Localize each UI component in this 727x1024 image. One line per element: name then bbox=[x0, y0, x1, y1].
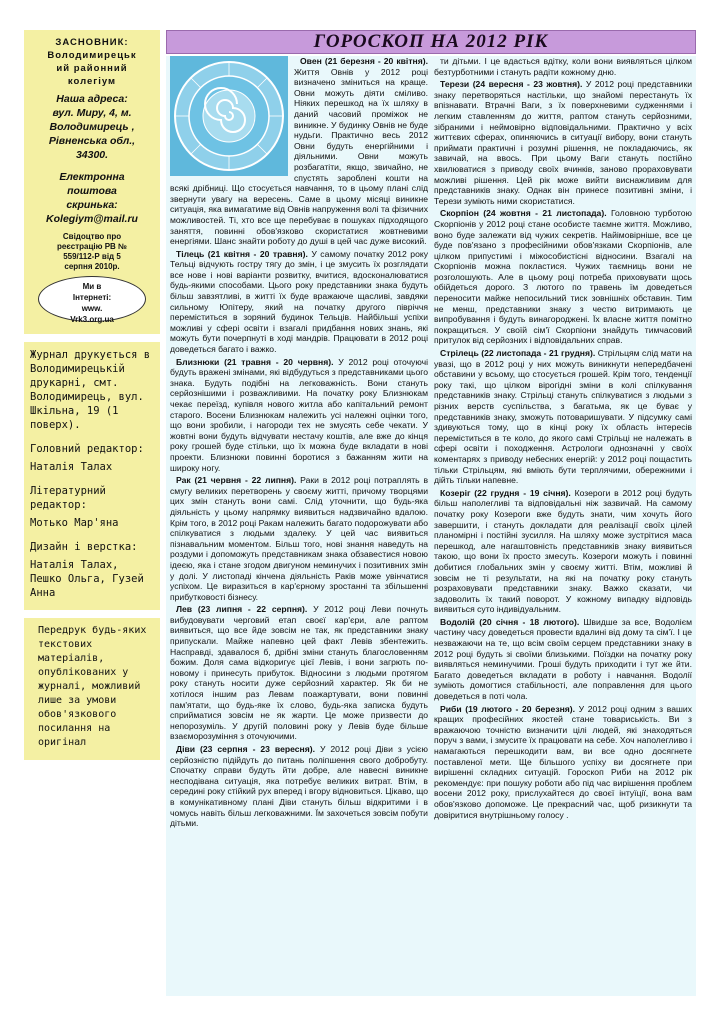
sign-text: ти дітьми. І це вдасться вдітку, коли вони виявляться цілком безтурботними і стануть радіти кожному дню. bbox=[434, 56, 692, 77]
horoscope-paragraph bbox=[434, 704, 692, 821]
sign-text: Козероги в 2012 році будуть більш наполегливі та відповідальні ніж зазвичай. На самому початку року Козероги вже будуть знати, чим хочуть його завершити, і стануть докладати для реалізації своїх цілей планомірні і постійні зусилля. На шляху може зустрітися маса перешкод, але нагаштовність представників знаку виявиться такою, що вони їх просто змесуть. Козероги можуть і повинні добитися глобальних змін у своєму житті. Втім, можливі й зовсім не ті результати, на які на початку року стануть розраховувати представники знаку. Важко сказати, чи задоволить їх такий поворот. У кожному випадку відповідь виявиться суто індивідуальним. bbox=[434, 487, 692, 615]
horoscope-paragraph bbox=[434, 56, 692, 77]
sign-text: Життя Овнів у 2012 році визначено зміниться на краще. Овни можуть діяти сміливо. Ніяких перешкод на їх шляху в даний часовий проміжок не виникне. У будинку Овнів не буде нудьги. Практично весь 2012 Овни будуть енергійними і діяльними. Овни можуть розбагатіти, якщо, звичайно, не спустять зароблені кошти на всякі дрібниці. Що стосується навчання, то в цьому плані слід звернути увагу на вересень. Саме в цьому місяці виникне ситуація, яка вимагатиме від Овнів напруження волі та фізичних можливостей. Ті, хто все ще перебуває в пошуках підходящого заняття, повинні обов'язково скористатися жовтневими енергіями. Шанс знайти роботу до душі в цей час дуже високий. bbox=[170, 66, 429, 247]
sign-heading: Овен (21 березня - 20 квітня). bbox=[300, 56, 428, 66]
sign-text: Головною турботою Скорпіонів у 2012 році стане особисте таємне життя. Можливо, воно буде залежати від чужих секретів. Найімовірніше, все це буде пов'язано з професійними обов'язками Скорпіонів, але цілком припустимі і міжособистісні відносини. Взагалі на Скорпіонів можна покластися. Чужих таємниць вони не розголошують. Але в цьому році потреба приховувати щось обійдеться дорого. З лютого по травень їм доведеться переносити майже непосильний тиск зовнішніх обставин. Тим не менш, представники знаку з честю витримають це випробування і будуть винагороджені. Їх власне життя помітно покращиться. У своїй сім'ї Скорпіони знайдуть тимчасовий притулок від серйозних і відповідальних справ. bbox=[434, 208, 692, 346]
design-label: Дизайн і верстка: bbox=[30, 541, 138, 553]
lit-editor: Мотько Мар'яна bbox=[30, 517, 119, 529]
sign-heading: Діви (23 серпня - 23 вересня). bbox=[176, 744, 315, 754]
sign-text: Швидше за все, Водолієм частину часу доведеться провести вдалині від дому та сім'ї. І це незважаючи на те, що всім своїм серцем представники знаку в 2012 році будуть зі своїми близькими. Поїздки на початку року виявляться неминучими. Гроші будуть приходити і тут же йти. Багато доведеться вкладати в роботу і навчання. Водолії зуміють домогтися стабільності, але поправлення для цього доведеться в поті чола. bbox=[434, 616, 693, 702]
sign-heading: Риби (19 лютого - 20 березня). bbox=[440, 703, 576, 714]
article-body bbox=[166, 56, 696, 996]
print-info bbox=[24, 342, 160, 610]
sign-heading: Водолій (20 січня - 18 лютого). bbox=[440, 616, 580, 627]
lit-editor-label: Літературний редактор: bbox=[30, 485, 106, 511]
design-team: Наталія Талах, Пешко Ольга, Гузей Анна bbox=[30, 559, 144, 599]
chief-editor-label: Головний редактор: bbox=[30, 443, 144, 455]
sign-heading: Тілець (21 квітня - 20 травня). bbox=[176, 248, 308, 259]
website-link[interactable]: Vrk3.org.ua bbox=[70, 315, 114, 324]
founder: ЗАСНОВНИК: Володимирецьк ий районний колегіум bbox=[47, 37, 137, 87]
chief-editor: Наталія Талах bbox=[30, 461, 113, 473]
horoscope-paragraph bbox=[434, 488, 692, 615]
sign-heading: Стрілець (22 листопада - 21 грудня). bbox=[440, 348, 596, 359]
address: Наша адреса: вул. Миру, 4, м. Володимирець , Рівненська обл., 34300. bbox=[48, 93, 136, 161]
column-right bbox=[434, 56, 692, 996]
sign-heading: Лев (23 липня - 22 серпня). bbox=[176, 604, 308, 615]
horoscope-paragraph bbox=[434, 617, 692, 702]
sign-text: У 2012 році представники знаку перетворяться настільки, що знайомі перестануть їх впізнавати. Втрачні Ваги, з їх поверхневими судженнями і легким ставленням до життя, раптом стануть серйозними, зібраними і неймовірно відповідальними. Практично у всіх життєвих сферах, опиняючись в ситуації вибору, вони стануть приймати практичні і розумні рішення, не покладаючись, як завичай, на ввось. При цьому Ваги стануть постійно хвилюватися з приводу своїх вчинків, заново прораховувати можливі рішення. Цей рік може вийти виснажливим для представників знаку. Однак він принесе позитивні зміни, і Терези зуміють ними скористатися. bbox=[434, 79, 693, 206]
horoscope-paragraph bbox=[170, 475, 428, 602]
horoscope-paragraph bbox=[170, 357, 428, 474]
sign-heading: Козеріг (22 грудня - 19 січня). bbox=[440, 487, 571, 498]
reprint-notice: Передрук будь-яких текстових матеріалів, опублікованих у журналі, можливий лише за умови обов'язкового посилання на оригінал bbox=[24, 618, 160, 760]
horoscope-paragraph bbox=[434, 348, 692, 486]
zodiac-wheel-image bbox=[170, 56, 288, 176]
sign-heading: Скорпіон (24 жовтня - 21 листопада). bbox=[440, 208, 607, 219]
email-link[interactable]: Kolegiym@mail.ru bbox=[46, 213, 138, 225]
sign-heading: Близнюки (21 травня - 20 червня). bbox=[176, 356, 334, 367]
horoscope-paragraph bbox=[170, 249, 428, 355]
sign-text: У 2012 році Леви почнуть вибудовувати черговий етап своєї кар'єри, але раптом виявиться, що все йде зовсім не так, як представники знаку припускали. Майже напевно цей факт Левів збентежить. Насправді, здавалося б, дрібні зміни стануть благословенням божим. Доля сама відкоригує цієї Левів, і вони загрють по-новому і принесуть прибуток. Відносини з людьми протягом року стануть носити дуже серйозний характер. Як би не хотілося іншим раз Левам поажартувати, вони повинні пам'ятати, що будь-яке їх слово, будь-яка записка будуть сприйматися зовсім не як жарти. Це може призвести до непорозуміль. У другій половині року у Левів буде більше взаєморозуміння з оточуючими. bbox=[170, 604, 429, 742]
printing-house: Журнал друкується в Володимирецькій друкарні, смт. Володимирець, вул. Шкільна, 19 (1 поверх). bbox=[30, 349, 151, 431]
article-title: ГОРОСКОП НА 2012 РІК bbox=[166, 30, 696, 54]
horoscope-paragraph bbox=[434, 208, 692, 346]
sign-text: У 2012 році Діви з усією серйозністю підійдуть до питань поліпшення свого добробуту. Спочатку справи будуть йти добре, але навесні виникне несподівана ситуація, яка потребує великих витрат. Втім, в середині року стійкий рух вперед і вгору відновиться. Цікаво, що в комунікативному плані Діви стануть більш відкритими і в чомусь навіть більш легковажними. Їм захочеться зовсім побути дітьми. bbox=[170, 744, 428, 829]
email-block: Електронна поштова скринька: Kolegiym@mail.ru bbox=[30, 170, 154, 226]
registration-certificate: Свідоцтво про реєстрацію РВ № 559/112-Р від 5 серпня 2010р. bbox=[57, 232, 127, 271]
horoscope-paragraph bbox=[170, 604, 428, 742]
web-badge: Ми в Інтернеті: www. Vrk3.org.ua bbox=[38, 276, 146, 322]
column-left bbox=[170, 56, 428, 996]
sign-text: Раки в 2012 році потраплять в смугу великих перетворень у своєму житті, причому творцями цих змін стануть вони самі. Слід уточнити, що будь-яка діяльність у цьому напрямку виявиться надзвичайно вдалою. Крім того, в 2012 році Ракам належить багато подорожувати або спілкуватися з людьми здалеку. У цей час виявиться пізнавальним моментом. Більш того, нові знання наведуть на роздуми і допоможуть представникам знака обзавестися новою ідеєю, яка і стане згодом двигуном неминучих і позитивних змін у долі. У листопаді кінчена діяльність Раків може увінчатися успіхом. Це виразиться в кар'єрному зростанні та збільшенні прибутковості бізнесу. bbox=[170, 475, 429, 602]
publisher-info bbox=[24, 30, 160, 334]
sidebar bbox=[24, 30, 160, 998]
sign-text: У 2012 році оточуючі будуть вражені змінами, які відбудуться з представниками цього знака. Будуть подібні на легковажність. Вони стануть серйознішими і розважливими. На початку року Близнюкам чекає переїзд, купівля нового житла або капітальний ремонт старого. Восени Близнюкам належить усі належні оцінки того, що вони зробили, і нагороди тех не змусять себе чекати. У жовтні вони будуть відчувати нестачу коштів, але вже до кінця року грошей буде стільки, що їх можна буде вкладати в нові проекти. Близнюки повинні боротися з бажанням жити на широку ногу. bbox=[170, 356, 428, 473]
sign-text: У самому початку 2012 року Тельці відчують гостру тягу до змін, і це змусить їх розглядати все нове і нові варіанти розвитку, вчитися, вдосконалюватися будь-якими способами. Цього року представники знака будуть більш завзятливі, в житті їх буде вражаюче щасливі, завдяки сильному Юпітеру, який на початку другого півріччя переміститься в зоряний будинок Тельців. Найбільші успіхи можливі у сфері освіти і взагалі придбання нових знань, які можуть бути почерпнуті в ході мандрів. Працювати в 2012 році доведеться багато і важко. bbox=[170, 248, 429, 355]
horoscope-paragraph bbox=[170, 744, 428, 829]
sign-text: Стрільцям слід мати на увазі, що в 2012 році у них можуть виникнути непередбачені обставини у всьому, що стосується грошей. Крім того, тенденції року такі, що цілком вірогідні зміни в колі спілкування представників знаку. Стрільці стануть спілкуватися з людьми з різних верств суспільства, з багатьма, як це буває у представників знаку, зможуть потоваришувати. У підсумку самі здивуються тому, що в кінці року їх область інтересів переміститься в те коло, до якого самі Стрільці не належать в сфері освіти і походження. Астрологи однозначні у своїх коментарях з приводу небесних енергій: у 2012 році пощастить тільки Стрільцям, які вміють бути терплячими, обережними і дійть тільки напевне. bbox=[434, 348, 692, 486]
horoscope-paragraph bbox=[434, 79, 692, 206]
sign-heading: Рак (21 червня - 22 липня). bbox=[176, 475, 297, 486]
sign-text: У 2012 році одним з ваших кращих професійних якостей стане товариськість. Ви з вражаючою точністю визначити цілі людей, які знаходяться поруч з вами, і змусите їх працювати на себе. Хоч наполегливо і намагаються перешкодити вам, ви все одно досягнете поставленої мети. Ще більшого успіху ви досягнете при вирішенні складних ситуацій. Гороскоп Риби на 2012 рік рекомендує: при пошуку роботи або під час вирішення проблем восени 2012 року, прислухайтеся до своєї інтуїції, вона вам обов'язково допоможе. Це прекрасний час, щоб ризикнути та довіритися внутрішньому голосу . bbox=[434, 703, 692, 820]
sign-heading: Терези (24 вересня - 23 жовтня). bbox=[440, 79, 583, 90]
horoscope-article bbox=[166, 30, 696, 998]
